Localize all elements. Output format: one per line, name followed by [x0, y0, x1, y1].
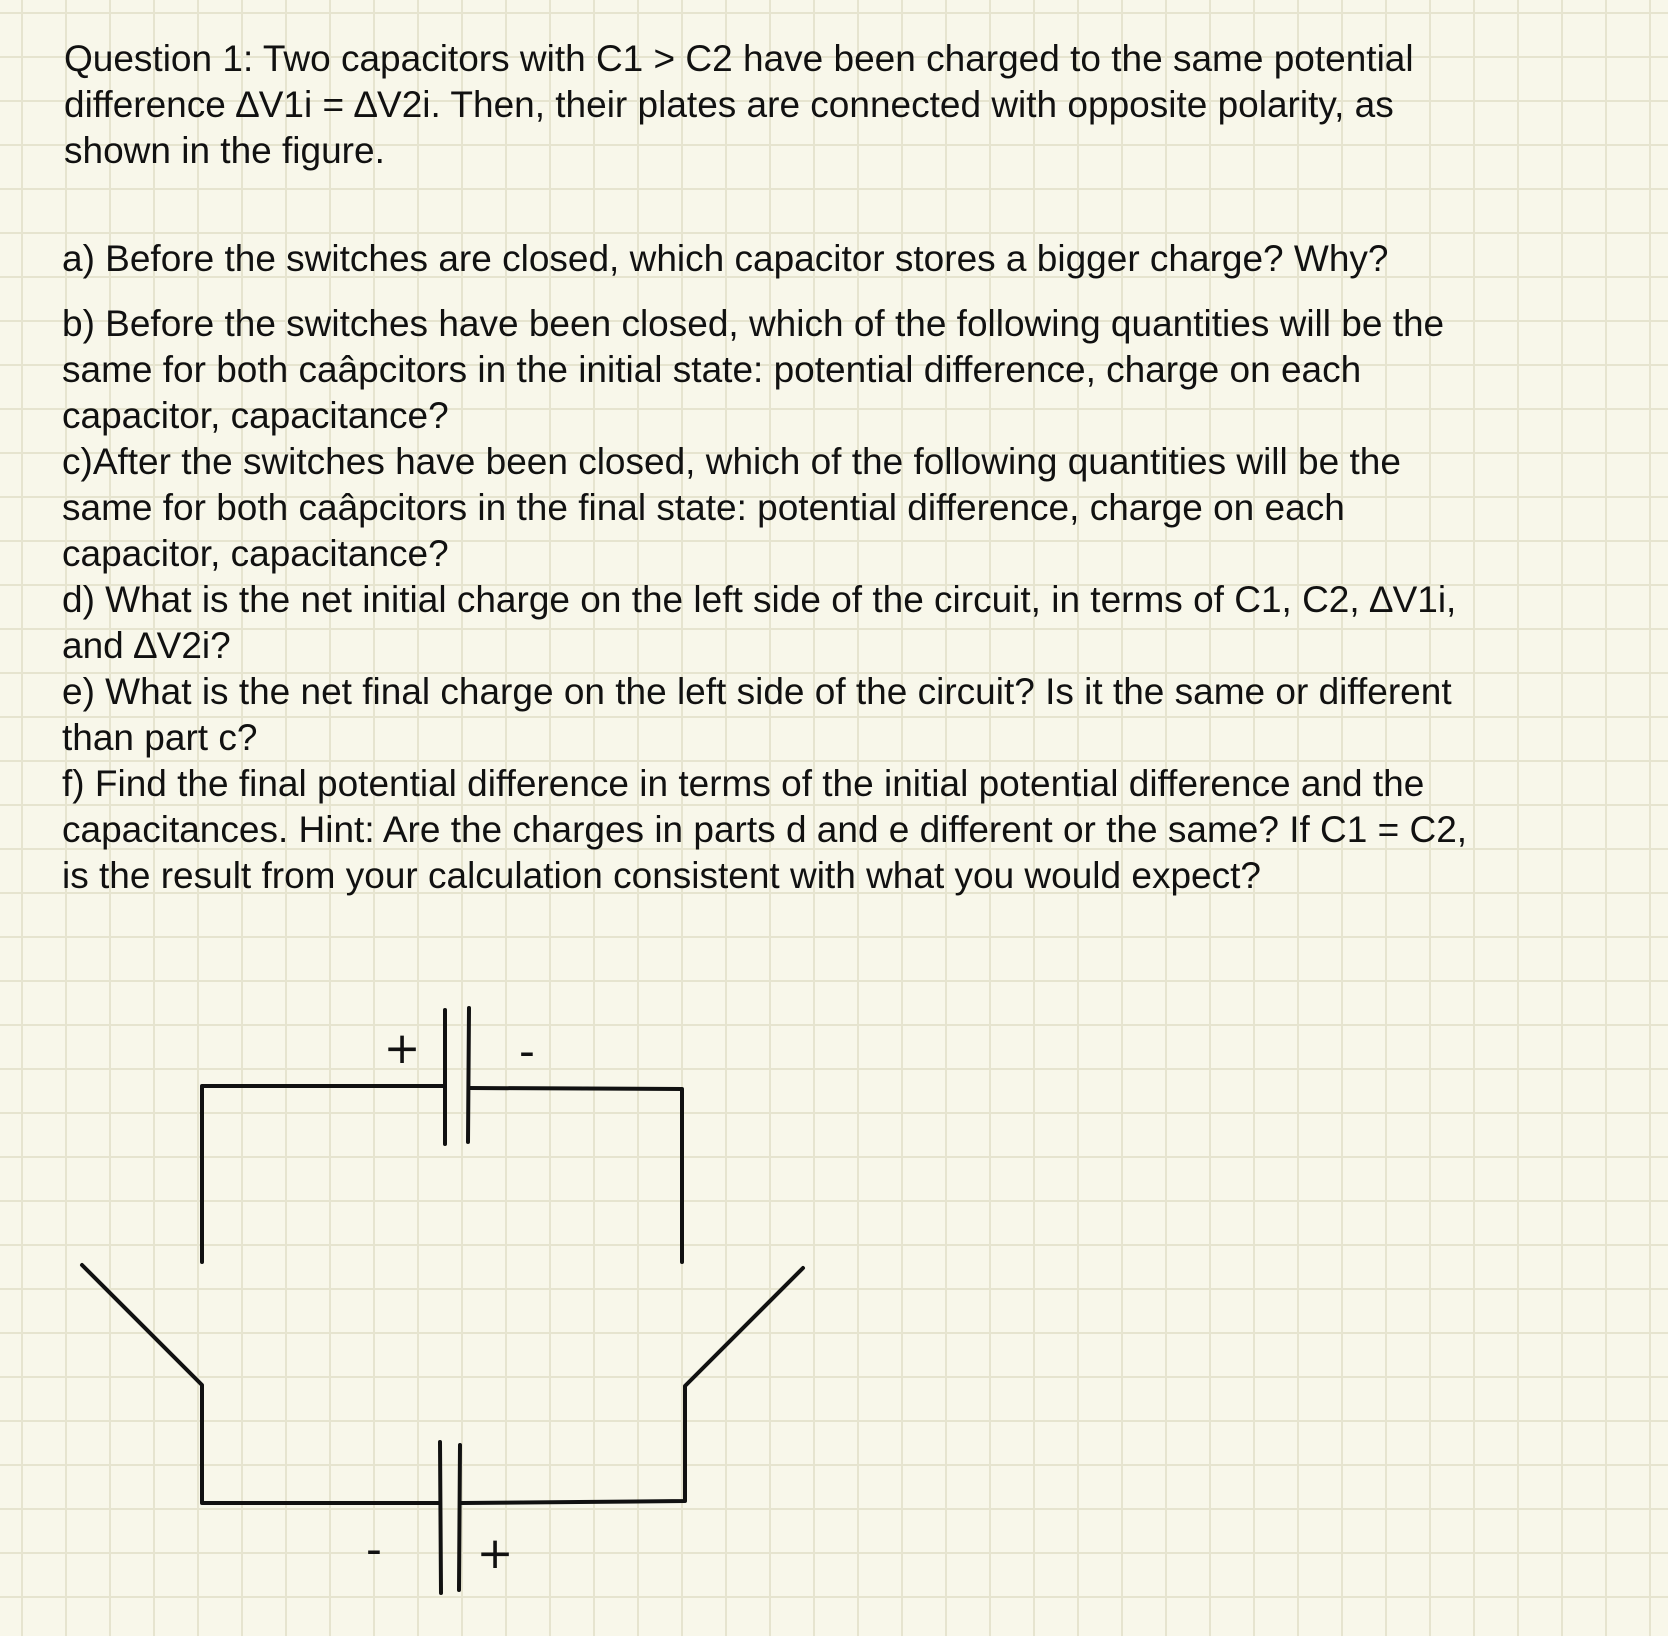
question-intro-line-1: Question 1: Two capacitors with C1 > C2 have been charged to the same potential — [64, 38, 1414, 79]
left-switch-and-wire — [82, 1265, 440, 1503]
question-intro-line-3: shown in the figure. — [64, 130, 385, 171]
part-e-line-1: e) What is the net final charge on the left side of the circuit? Is it the same or different — [62, 671, 1452, 712]
part-d-line-1: d) What is the net initial charge on the left side of the circuit, in terms of C1, C2, ∆V1i, — [62, 579, 1457, 620]
part-c-line-1: c)After the switches have been closed, which of the following quantities will be the — [62, 441, 1401, 482]
part-b-line-1: b) Before the switches have been closed, which of the following quantities will be the — [62, 303, 1445, 344]
right-switch-and-wire — [462, 1268, 803, 1503]
part-a-text: a) Before the switches are closed, which capacitor stores a bigger charge? Why? — [62, 238, 1389, 279]
part-c-line-3: capacitor, capacitance? — [62, 533, 449, 574]
bottom-capacitor-left-plate — [440, 1442, 441, 1593]
top-left-wire — [202, 1086, 443, 1262]
part-f-line-2: capacitances. Hint: Are the charges in parts d and e different or the same? If C1 = C2, — [62, 809, 1468, 850]
bottom-capacitor-minus-sign: - — [366, 1524, 382, 1575]
top-capacitor-right-plate — [468, 1008, 469, 1142]
part-d-line-2: and ∆V2i? — [62, 625, 231, 666]
bottom-capacitor-right-plate — [459, 1445, 460, 1590]
question-intro-line-2: difference ∆V1i = ∆V2i. Then, their plates are connected with opposite polarity, as — [64, 84, 1394, 125]
part-b-line-3: capacitor, capacitance? — [62, 395, 449, 436]
top-right-wire — [469, 1088, 682, 1262]
top-capacitor-plus-sign: + — [383, 1023, 421, 1074]
bottom-capacitor-plus-sign: + — [476, 1528, 514, 1579]
part-c-line-2: same for both caâpcitors in the final state: potential difference, charge on each — [62, 487, 1345, 528]
part-b-line-2: same for both caâpcitors in the initial state: potential difference, charge on each — [62, 349, 1362, 390]
part-e-line-2: than part c? — [62, 717, 258, 758]
top-capacitor-minus-sign: - — [519, 1026, 535, 1077]
part-f-line-1: f) Find the final potential difference in terms of the initial potential difference and the — [62, 763, 1425, 804]
part-f-line-3: is the result from your calculation consistent with what you would expect? — [62, 855, 1261, 896]
